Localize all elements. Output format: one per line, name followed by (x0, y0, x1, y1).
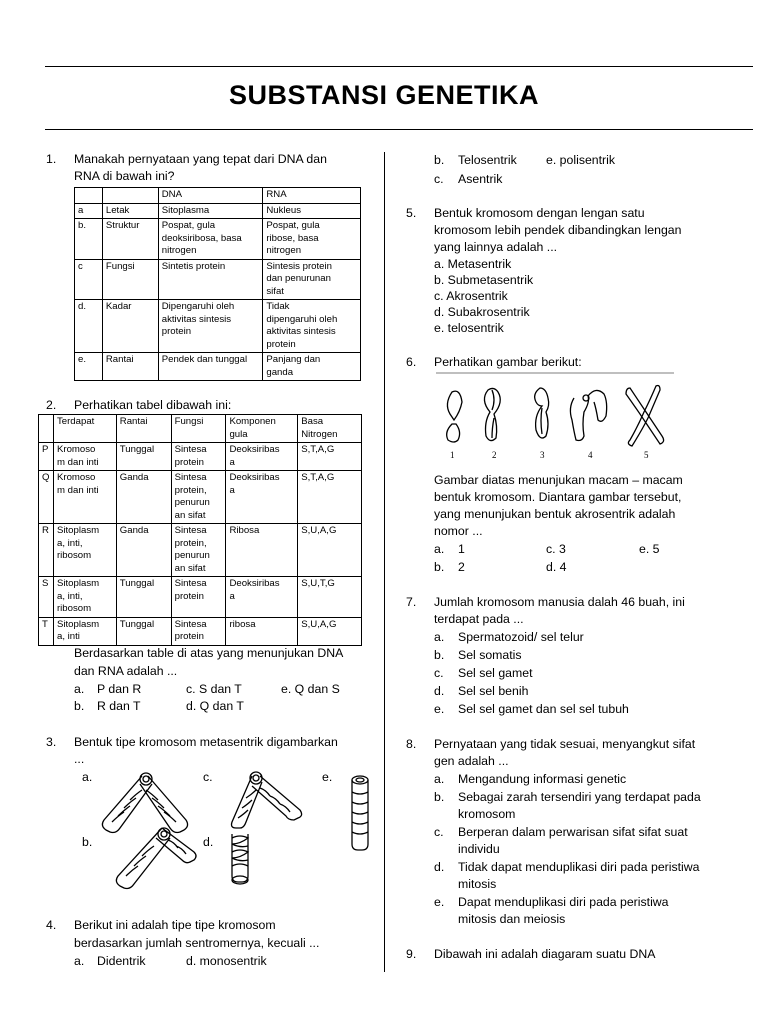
line: ganda (266, 366, 294, 378)
line: Sitoplasm (56, 525, 100, 536)
line: Sitoplasma (161, 204, 210, 216)
q4-opt-e: e. polisentrik (546, 153, 616, 167)
chromosome-a-icon (102, 773, 187, 833)
q6-fig-label-1: 1 (450, 450, 455, 460)
q1-head-cell (75, 188, 103, 204)
q4-line1: Berikut ini adalah tipe tipe kromosom (74, 918, 276, 932)
q8-opt-d-key: d. (434, 860, 445, 874)
line: Sintesa (174, 578, 207, 589)
q2-opt-a: P dan R (97, 682, 142, 696)
q8-opt-c-cont: individu (458, 842, 500, 856)
line: a, inti, (56, 537, 83, 549)
q8-number: 8. (406, 737, 417, 751)
line: Tunggal (119, 618, 155, 630)
q2-head-cell (298, 415, 362, 443)
q6-chromosome-figure (432, 372, 678, 468)
q4-opt-a-key: a. (74, 954, 85, 968)
q1-table (74, 187, 361, 381)
line: m dan inti (56, 484, 99, 496)
q1-attr: Rantai (102, 353, 158, 381)
q6-opt-a: 1 (458, 542, 465, 556)
q8-opt-d: Tidak dapat menduplikasi diri pada peristiwa (458, 860, 700, 874)
line: ribosom (56, 550, 92, 561)
q2-after1: Berdasarkan table di atas yang menunjukan DNA (74, 646, 344, 660)
line: Sintesa (174, 444, 207, 455)
q3-label-d: d. (203, 835, 214, 849)
q2-key: Q (39, 471, 54, 524)
q6-opt-b: 2 (458, 560, 465, 574)
q6-opt-c: c. 3 (546, 542, 566, 556)
chromosome-e-icon (352, 776, 368, 850)
q7-opt-e: Sel sel gamet dan sel sel tubuh (458, 702, 629, 716)
line: a (229, 484, 235, 496)
q6-number: 6. (406, 355, 417, 369)
q1-row-d (75, 300, 361, 353)
line: Komponen (229, 416, 276, 427)
q2-opt-b: R dan T (97, 699, 141, 713)
q5-line2: kromosom lebih pendek dibandingkan lengan (434, 223, 682, 237)
q6-fig-label-4: 4 (588, 450, 593, 460)
q7-line2: terdapat pada ... (434, 612, 524, 626)
q3-label-b: b. (82, 835, 93, 849)
q1-dna (158, 203, 263, 219)
q6-opt-e: e. 5 (639, 542, 660, 556)
q1-rna (263, 259, 361, 300)
q2-opt-b-key: b. (74, 699, 85, 713)
line: an sifat (174, 509, 206, 521)
line: a, inti (56, 631, 80, 642)
q4-opt-c: Asentrik (458, 172, 503, 186)
q1-key: e. (75, 353, 103, 381)
q8-opt-c: Berperan dalam perwarisan sifat sifat suat (458, 825, 688, 839)
q4-opt-a: Didentrik (97, 954, 146, 968)
line: Kromoso (56, 444, 96, 455)
q5-opt-a: a. Metasentrik (434, 257, 512, 271)
line: m dan inti (56, 456, 99, 468)
q1-dna (158, 300, 263, 353)
line: Ganda (119, 472, 149, 483)
q1-key: c (75, 259, 103, 300)
q2-opt-e: e. Q dan S (281, 682, 340, 696)
q6-text1: Gambar diatas menunjukan macam – macam (434, 473, 683, 487)
line: Pospat, gula (161, 220, 216, 231)
q4-opt-d: d. monosentrik (186, 954, 267, 968)
q1-attr: Kadar (102, 300, 158, 353)
line: Sitoplasm (56, 618, 100, 630)
q7-opt-a-key: a. (434, 630, 445, 644)
line: Nitrogen (301, 428, 338, 440)
q1-line2: RNA di bawah ini? (74, 169, 175, 183)
q1-number: 1. (46, 152, 57, 166)
q1-attr: Letak (102, 203, 158, 219)
q1-rna (263, 300, 361, 353)
line: Kromoso (56, 472, 96, 483)
q7-line1: Jumlah kromosom manusia dalah 46 buah, ini (434, 595, 685, 609)
line: Basa (301, 416, 324, 427)
line: Tidak (266, 301, 290, 312)
line: S,T,A,G (301, 444, 335, 455)
q1-dna (158, 259, 263, 300)
q2-number: 2. (46, 398, 57, 412)
q2-key: S (39, 577, 54, 618)
q1-row-b (75, 219, 361, 260)
line: a (229, 456, 235, 468)
line: protein, (174, 537, 207, 549)
q8-line2: gen adalah ... (434, 754, 509, 768)
line: protein (174, 590, 204, 602)
line: protein, (174, 484, 207, 496)
q8-opt-b-key: b. (434, 790, 445, 804)
line: S,U,T,G (301, 578, 335, 589)
q5-opt-c: c. Akrosentrik (434, 289, 508, 303)
q2-head-cell: Rantai (116, 415, 171, 443)
chromosome-4-icon (570, 390, 606, 440)
q6-opt-b-key: b. (434, 560, 445, 574)
q1-dna (158, 219, 263, 260)
q7-opt-c: Sel sel gamet (458, 666, 533, 680)
q2-head-cell: Terdapat (53, 415, 116, 443)
q1-key: b. (75, 219, 103, 260)
line: a (229, 590, 235, 602)
q8-opt-a-key: a. (434, 772, 445, 786)
q6-line1: Perhatikan gambar berikut: (434, 355, 582, 369)
q2-line1: Perhatikan tabel dibawah ini: (74, 398, 232, 412)
line: Sintesis protein (266, 260, 332, 272)
line: S,T,A,G (301, 472, 335, 483)
q3-line2: ... (74, 752, 85, 766)
q7-opt-e-key: e. (434, 702, 445, 716)
q8-opt-d-cont: mitosis (458, 877, 497, 891)
q2-table (38, 414, 362, 646)
q2-row-q (39, 471, 362, 524)
line: sifat (266, 285, 284, 297)
q3-label-c: c. (203, 770, 213, 784)
q5-line3: yang lainnya adalah ... (434, 240, 558, 254)
q3-chromosome-figures (90, 768, 390, 908)
q2-row-p (39, 443, 362, 471)
q3-number: 3. (46, 735, 57, 749)
q7-opt-b-key: b. (434, 648, 445, 662)
chromosome-3-icon (535, 388, 549, 438)
q1-table-header (75, 188, 361, 204)
q8-opt-e-key: e. (434, 895, 445, 909)
q8-opt-e-cont: mitosis dan meiosis (458, 912, 566, 926)
chromosome-1-icon (447, 391, 462, 442)
chromosome-b-icon (116, 828, 196, 889)
top-rule (45, 66, 753, 67)
line: deoksiribosa, basa (161, 232, 242, 244)
q6-fig-label-2: 2 (492, 450, 497, 460)
q1-head-cell: DNA (158, 188, 263, 204)
q7-opt-a: Spermatozoid/ sel telur (458, 630, 584, 644)
q8-line1: Pernyataan yang tidak sesuai, menyangkut sifat (434, 737, 696, 751)
line: Tunggal (119, 444, 155, 455)
q5-number: 5. (406, 206, 417, 220)
line: Sintesa (174, 472, 207, 483)
q1-key: a (75, 203, 103, 219)
q2-table-header (39, 415, 362, 443)
q4-line2: berdasarkan jumlah sentromernya, kecuali ... (74, 936, 320, 950)
q6-text2: bentuk kromosom. Diantara gambar tersebut, (434, 490, 682, 504)
q2-opt-d: d. Q dan T (186, 699, 244, 713)
q1-head-cell (102, 188, 158, 204)
q2-head-cell (226, 415, 298, 443)
line: aktivitas sintesis (266, 326, 336, 337)
q1-attr: Struktur (102, 219, 158, 260)
line: Panjang dan (266, 354, 321, 365)
line: gula (229, 428, 248, 440)
line: protein (174, 631, 204, 642)
line: an sifat (174, 562, 206, 574)
q2-opt-a-key: a. (74, 682, 85, 696)
q6-fig-label-3: 3 (540, 450, 545, 460)
q2-row-t (39, 617, 362, 645)
line: dipengaruhi oleh (266, 313, 338, 325)
line: penurun (174, 550, 210, 561)
q2-after2: dan RNA adalah ... (74, 664, 178, 678)
q7-opt-c-key: c. (434, 666, 444, 680)
line: protein (174, 456, 204, 468)
chromosome-c-icon (232, 772, 302, 828)
line: Tunggal (119, 578, 155, 589)
line: ribose, basa (266, 232, 319, 244)
q4-opt-c-key: c. (434, 172, 444, 186)
line: Pendek dan tunggal (161, 354, 248, 365)
q8-opt-b-cont: kromosom (458, 807, 516, 821)
line: aktivitas sintesis (161, 313, 232, 325)
line: Deoksiribas (229, 578, 280, 589)
q4-opt-b-key: b. (434, 153, 445, 167)
q2-key: P (39, 443, 54, 471)
q8-opt-a: Mengandung informasi genetic (458, 772, 627, 786)
q4-number: 4. (46, 918, 57, 932)
line: Sintesa (174, 525, 207, 536)
title-rule (45, 129, 753, 130)
line: protein (161, 326, 192, 337)
q6-fig-label-5: 5 (644, 450, 649, 460)
q1-dna (158, 353, 263, 381)
q3-label-e: e. (322, 770, 333, 784)
q7-opt-d-key: d. (434, 684, 445, 698)
q5-opt-e: e. telosentrik (434, 321, 504, 335)
q1-rna (263, 203, 361, 219)
line: Sintetis protein (161, 260, 226, 272)
q8-opt-e: Dapat menduplikasi diri pada peristiwa (458, 895, 669, 909)
q1-row-c (75, 259, 361, 300)
line: Nukleus (266, 204, 302, 216)
line: penurun (174, 497, 210, 508)
q7-number: 7. (406, 595, 417, 609)
line: S,U,A,G (301, 618, 337, 630)
q5-opt-d: d. Subakrosentrik (434, 305, 530, 319)
q7-opt-b: Sel somatis (458, 648, 522, 662)
line: Dipengaruhi oleh (161, 301, 235, 312)
q2-row-r (39, 524, 362, 577)
q2-head-cell: Fungsi (171, 415, 226, 443)
q1-line1: Manakah pernyataan yang tepat dari DNA dan (74, 152, 327, 166)
q2-key: T (39, 617, 54, 645)
q6-opt-a-key: a. (434, 542, 445, 556)
q3-line1: Bentuk tipe kromosom metasentrik digambarkan (74, 735, 338, 749)
q1-row-e (75, 353, 361, 381)
line: Deoksiribas (229, 472, 280, 483)
q5-line1: Bentuk kromosom dengan lengan satu (434, 206, 645, 220)
q8-opt-c-key: c. (434, 825, 444, 839)
q2-key: R (39, 524, 54, 577)
q4-opt-b: Telosentrik (458, 153, 517, 167)
line: S,U,A,G (301, 525, 337, 536)
q1-attr: Fungsi (102, 259, 158, 300)
q7-opt-d: Sel sel benih (458, 684, 529, 698)
q9-line1: Dibawah ini adalah diagaram suatu DNA (434, 947, 656, 961)
line: Sintesa (174, 618, 207, 630)
line: Ribosa (229, 525, 260, 536)
q2-row-s (39, 577, 362, 618)
page-title: SUBSTANSI GENETIKA (228, 80, 540, 110)
q5-opt-b: b. Submetasentrik (434, 273, 534, 287)
line: dan penurunan (266, 273, 331, 284)
line: a, inti, (56, 590, 83, 602)
q1-row-a (75, 203, 361, 219)
chromosome-2-icon (484, 388, 500, 440)
line: protein (266, 338, 296, 350)
q6-text3: yang menunjukan bentuk akrosentrik adalah (434, 507, 676, 521)
q6-text4: nomor ... (434, 524, 483, 538)
line: Sitoplasm (56, 578, 100, 589)
q8-opt-b: Sebagai zarah tersendiri yang terdapat pada (458, 790, 701, 804)
line: ribosa (229, 618, 256, 630)
chromosome-d-icon (232, 834, 248, 884)
chromosome-5-icon (626, 386, 664, 447)
q1-head-cell: RNA (263, 188, 361, 204)
q6-opt-d: d. 4 (546, 560, 567, 574)
q3-label-a: a. (82, 770, 93, 784)
q9-number: 9. (406, 947, 417, 961)
line: ribosom (56, 603, 92, 614)
line: Ganda (119, 525, 149, 536)
q1-key: d. (75, 300, 103, 353)
line: nitrogen (161, 245, 197, 256)
q2-opt-c: c. S dan T (186, 682, 242, 696)
q2-head-cell (39, 415, 54, 443)
line: Pospat, gula (266, 220, 320, 231)
q1-rna (263, 353, 361, 381)
line: nitrogen (266, 245, 302, 256)
line: Deoksiribas (229, 444, 280, 455)
q1-rna (263, 219, 361, 260)
